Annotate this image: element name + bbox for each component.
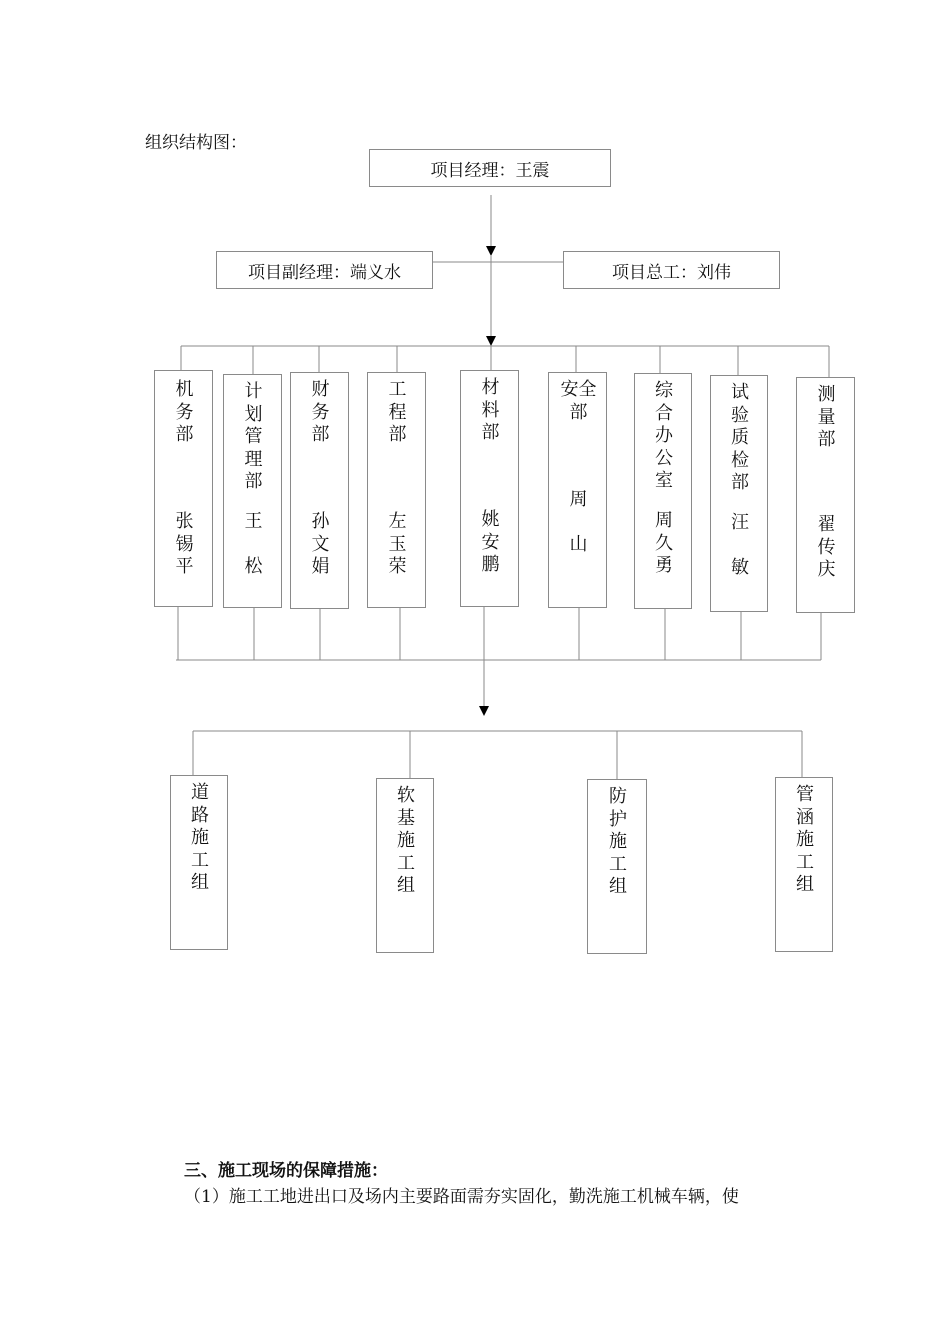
dept-name: 工 程 部 [388,379,407,445]
chief-engineer-box [563,251,780,289]
arrow-down-3 [479,706,489,716]
dept-person: 翟 传 庆 [817,514,836,580]
dept-box [290,372,349,609]
group-box [775,777,833,952]
dept-name: 试 验 质 检 部 [731,382,749,493]
dept-person: 孙 文 娟 [311,511,330,577]
group-box [376,778,434,953]
project-manager-label: 项目经理：王震 [430,160,550,181]
group-box [170,775,228,950]
group-name: 管 涵 施 工 组 [796,784,814,895]
dept-person: 周 久 勇 [655,510,673,576]
dept-box [154,370,213,607]
dept-name: 综 合 办 公 室 [655,380,673,491]
dept-name: 计 划 管 理 部 [244,381,263,492]
group-name: 软 基 施 工 组 [397,785,415,896]
deputy-manager-box [216,251,433,289]
arrow-down-1 [486,246,496,256]
dept-name: 材 料 部 [481,377,500,443]
project-manager-box [369,149,611,187]
dept-name: 机 务 部 [175,379,194,445]
section-paragraph: （1）施工工地进出口及场内主要路面需夯实固化，勤洗施工机械车辆，使 [184,1187,739,1207]
chief-engineer-label: 项目总工：刘伟 [612,262,731,283]
dept-person: 王 松 [244,511,263,577]
chart-heading: 组织结构图： [145,133,247,153]
arrow-down-2 [486,336,496,346]
dept-name: 安全 部 [560,379,597,423]
group-drops [193,731,802,779]
group-name: 道 路 施 工 组 [191,782,209,893]
dept-box [634,373,692,609]
dept-bottom-rises [178,607,821,660]
dept-name: 财 务 部 [311,379,330,445]
dept-person: 周 山 [569,489,588,555]
dept-box [796,377,855,613]
group-name: 防 护 施 工 组 [609,786,627,897]
deputy-manager-label: 项目副经理：端义水 [248,262,401,283]
dept-box [367,372,426,608]
dept-name: 测 量 部 [817,384,836,450]
dept-box [548,372,607,608]
dept-person: 张 锡 平 [175,511,194,577]
dept-box [710,375,768,612]
section-title: 三、施工现场的保障措施： [184,1161,388,1181]
dept-box [460,370,519,607]
dept-person: 左 玉 荣 [388,511,407,577]
dept-person: 汪 敏 [731,512,749,578]
dept-person: 姚 安 鹏 [481,509,500,575]
group-box [587,779,647,954]
dept-box [223,374,282,608]
